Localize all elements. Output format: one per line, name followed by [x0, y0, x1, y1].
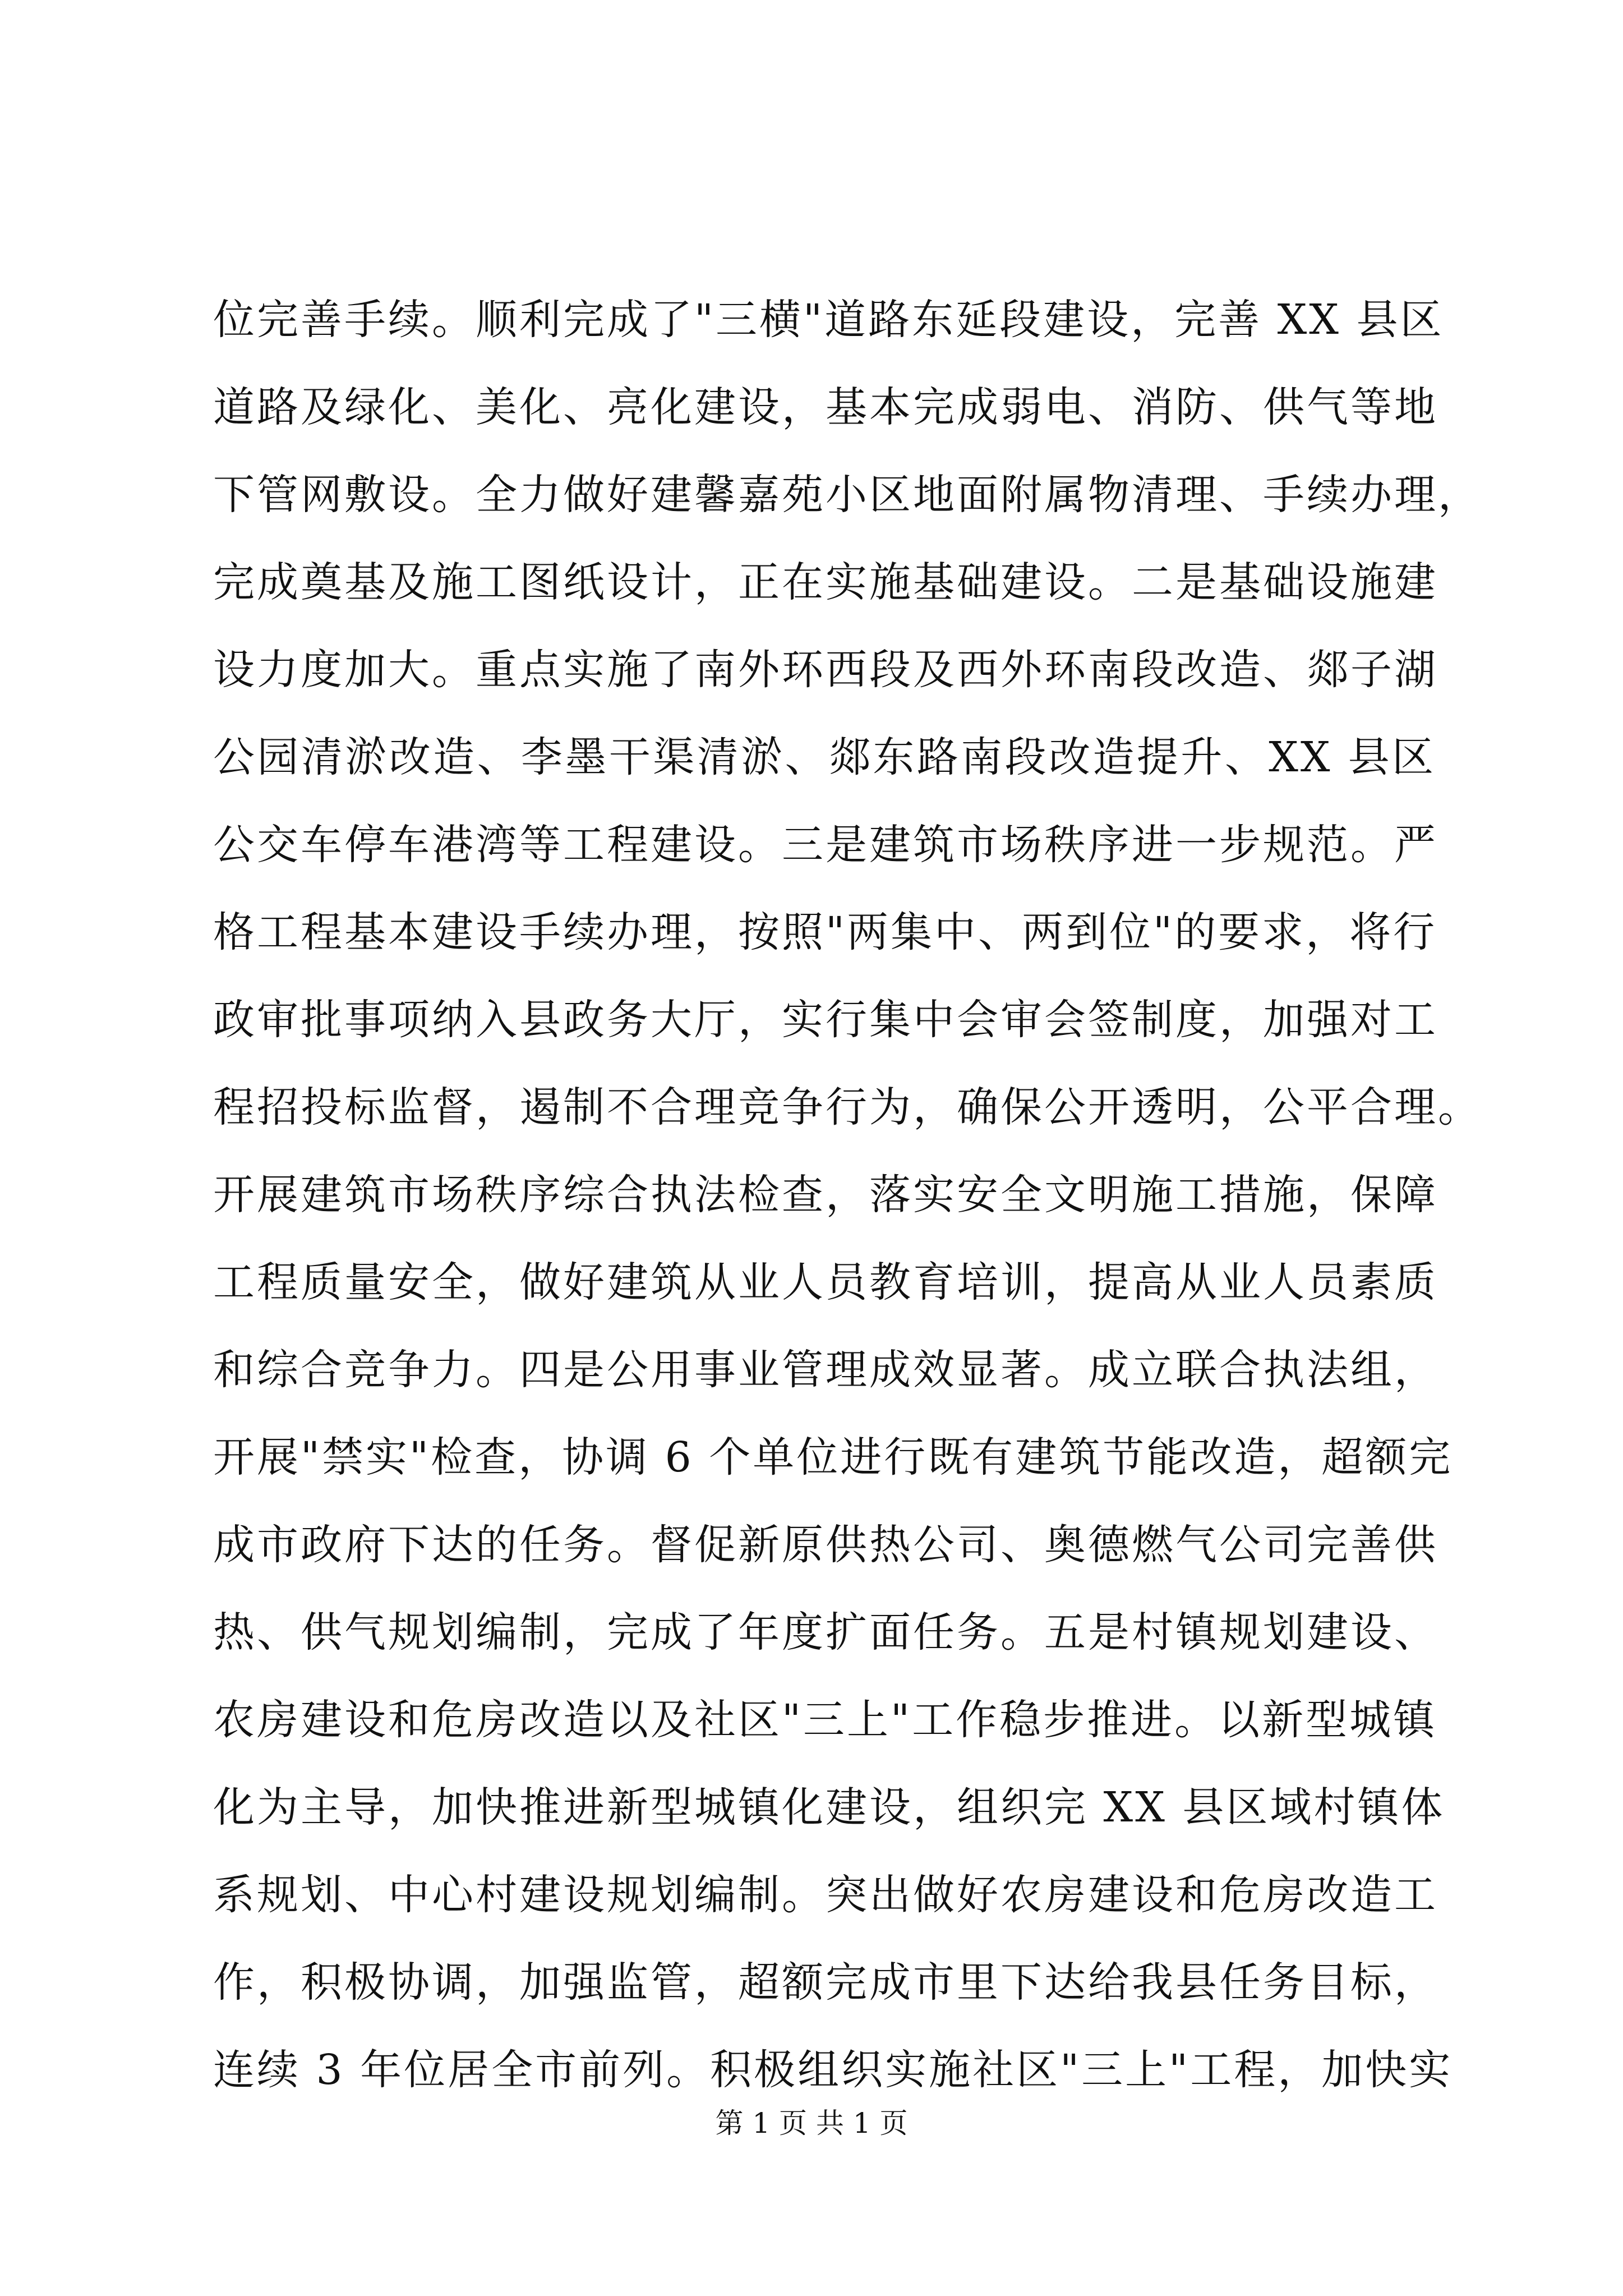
text-line: 下管网敷设。全力做好建馨嘉苑小区地面附属物清理、手续办理， — [213, 471, 1482, 519]
text-line: 公交车停车港湾等工程建设。三是建筑市场秩序进一步规范。严 — [213, 821, 1438, 869]
text-line: 系规划、中心村建设规划编制。突出做好农房建设和危房改造工 — [213, 1871, 1438, 1919]
text-line: 政审批事项纳入县政务大厅，实行集中会审会签制度，加强对工 — [213, 996, 1438, 1044]
text-line: 位完善手续。顺利完成了"三横"道路东延段建设，完善 XX 县区 — [213, 296, 1444, 344]
text-line: 热、供气规划编制，完成了年度扩面任务。五是村镇规划建设、 — [213, 1608, 1438, 1657]
text-line: 格工程基本建设手续办理，按照"两集中、两到位"的要求，将行 — [213, 908, 1437, 956]
text-line: 和综合竞争力。四是公用事业管理成效显著。成立联合执法组， — [213, 1346, 1438, 1394]
page-footer — [0, 2104, 1623, 2143]
text-line: 道路及绿化、美化、亮化建设，基本完成弱电、消防、供气等地 — [213, 383, 1438, 431]
text-line: 连续 3 年位居全市前列。积极组织实施社区"三上"工程，加快实 — [213, 2046, 1453, 2094]
page-number-label: 第 1 页 共 1 页 — [715, 2107, 908, 2139]
body-text — [213, 276, 1482, 2114]
text-line: 农房建设和危房改造以及社区"三上"工作稳步推进。以新型城镇 — [213, 1696, 1437, 1744]
text-line: 程招投标监督，遏制不合理竞争行为，确保公开透明，公平合理。 — [213, 1083, 1482, 1131]
text-line: 完成奠基及施工图纸设计，正在实施基础建设。二是基础设施建 — [213, 558, 1438, 606]
text-line: 成市政府下达的任务。督促新原供热公司、奥德燃气公司完善供 — [213, 1521, 1438, 1569]
text-line: 公园清淤改造、李墨干渠清淤、郯东路南段改造提升、XX 县区 — [213, 733, 1436, 781]
text-line: 开展建筑市场秩序综合执法检查，落实安全文明施工措施，保障 — [213, 1171, 1438, 1219]
text-line: 化为主导，加快推进新型城镇化建设，组织完 XX 县区域村镇体 — [213, 1783, 1445, 1832]
text-line: 作，积极协调，加强监管，超额完成市里下达给我县任务目标， — [213, 1958, 1438, 2007]
text-line: 设力度加大。重点实施了南外环西段及西外环南段改造、郯子湖 — [213, 646, 1438, 694]
text-line: 开展"禁实"检查，协调 6 个单位进行既有建筑节能改造，超额完 — [213, 1433, 1453, 1481]
text-line: 工程质量安全，做好建筑从业人员教育培训，提高从业人员素质 — [213, 1258, 1438, 1306]
